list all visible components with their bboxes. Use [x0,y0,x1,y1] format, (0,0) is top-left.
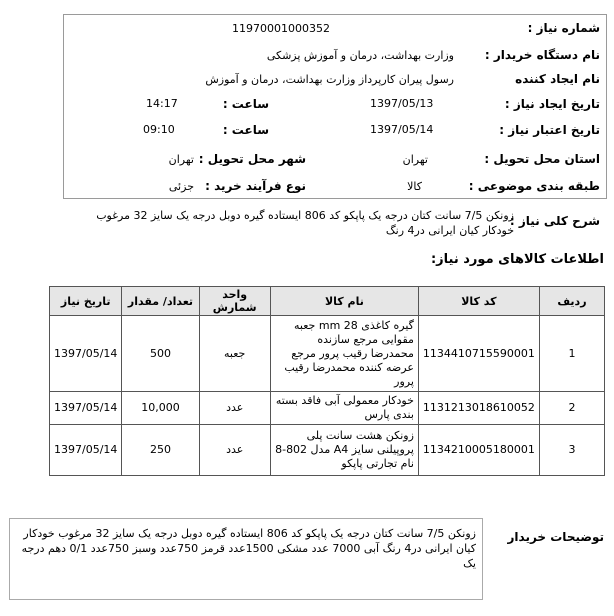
cell-code: 1131213018610052 [418,392,539,425]
cell-unit: جعبه [199,316,270,392]
header-unit: واحد شمارش [199,287,270,316]
buyer-org-label: نام دستگاه خریدار : [484,48,600,62]
cell-date: 1397/05/14 [50,316,122,392]
delivery-city-label: شهر محل تحویل : [198,152,306,166]
cell-name: زونکن هشت سانت پلی پروپیلنی سایز A4 مدل 802-8 نام تجارتی پاپکو [270,425,418,476]
cell-qty: 500 [122,316,199,392]
cell-unit: عدد [199,392,270,425]
summary-label: شرح کلی نیاز : [509,214,600,228]
header-code: کد کالا [418,287,539,316]
cell-name: خودکار معمولی آبی فاقد بسته بندی پارس [270,392,418,425]
cell-date: 1397/05/14 [50,425,122,476]
cell-unit: عدد [199,425,270,476]
category-label: طبقه بندی موضوعی : [468,179,600,193]
cell-row: 3 [539,425,604,476]
need-number-label: شماره نیاز : [527,21,600,35]
category-value: کالا [407,180,422,193]
delivery-city-value: تهران [168,153,194,166]
created-date-label: تاریخ ایجاد نیاز : [504,97,600,111]
table-row [50,425,605,476]
validity-time-label: ساعت : [222,123,269,137]
buyer-notes-text: زونکن 7/5 سانت کتان درجه یک پاپکو کد 806 ایستاده گیره دوبل درجه یک سایز 32 مرغوب خودکار کیان ایرانی در4 رنگ آبی 7000 عدد مشکی 1500عدد قرمز 750عدد وسبز 750عدد 0/1 دهم درجه یک [9,518,483,600]
created-time-value: 14:17 [146,97,178,110]
cell-qty: 250 [122,425,199,476]
buyer-notes-label: توضیحات خریدار [507,530,604,544]
delivery-province-value: تهران [402,153,428,166]
creator-value: رسول پیران کارپرداز وزارت بهداشت، درمان و آموزش [205,73,454,86]
cell-row: 1 [539,316,604,392]
header-qty: تعداد/ مقدار [122,287,199,316]
table-row [50,392,605,425]
validity-time-value: 09:10 [143,123,175,136]
validity-date-value: 1397/05/14 [370,123,434,136]
header-date: تاریخ نیاز [50,287,122,316]
cell-code: 1134210005180001 [418,425,539,476]
items-table [49,286,605,476]
cell-code: 1134410715590001 [418,316,539,392]
delivery-province-label: استان محل تحویل : [484,152,600,166]
buyer-org-value: وزارت بهداشت، درمان و آموزش پزشکی [266,49,454,62]
process-value: جزئی [168,180,194,193]
process-label: نوع فرآیند خرید : [205,179,306,193]
table-row [50,316,605,392]
validity-date-label: تاریخ اعتبار نیاز : [499,123,600,137]
table-header-row [50,287,605,316]
created-time-label: ساعت : [222,97,269,111]
header-name: نام کالا [270,287,418,316]
created-date-value: 1397/05/13 [370,97,434,110]
header-row-number: ردیف [539,287,604,316]
cell-qty: 10,000 [122,392,199,425]
creator-label: نام ایجاد کننده [515,72,600,86]
items-section-title: اطلاعات کالاهای مورد نیاز: [430,252,604,267]
summary-text: زونکن 7/5 سانت کتان درجه یک پاپکو کد 806 ایستاده گیره دوبل درجه یک سایز 32 مرغوب خودکار کیان ایرانی در4 رنگ [96,209,514,237]
cell-row: 2 [539,392,604,425]
cell-date: 1397/05/14 [50,392,122,425]
cell-name: گیره کاغذی 28 mm جعبه مقوایی مرجع سازنده محمدرضا رقیب پرور مرجع عرضه کننده محمدرضا رقیب پرور [270,316,418,392]
need-number-value: 11970001000352 [232,22,330,35]
